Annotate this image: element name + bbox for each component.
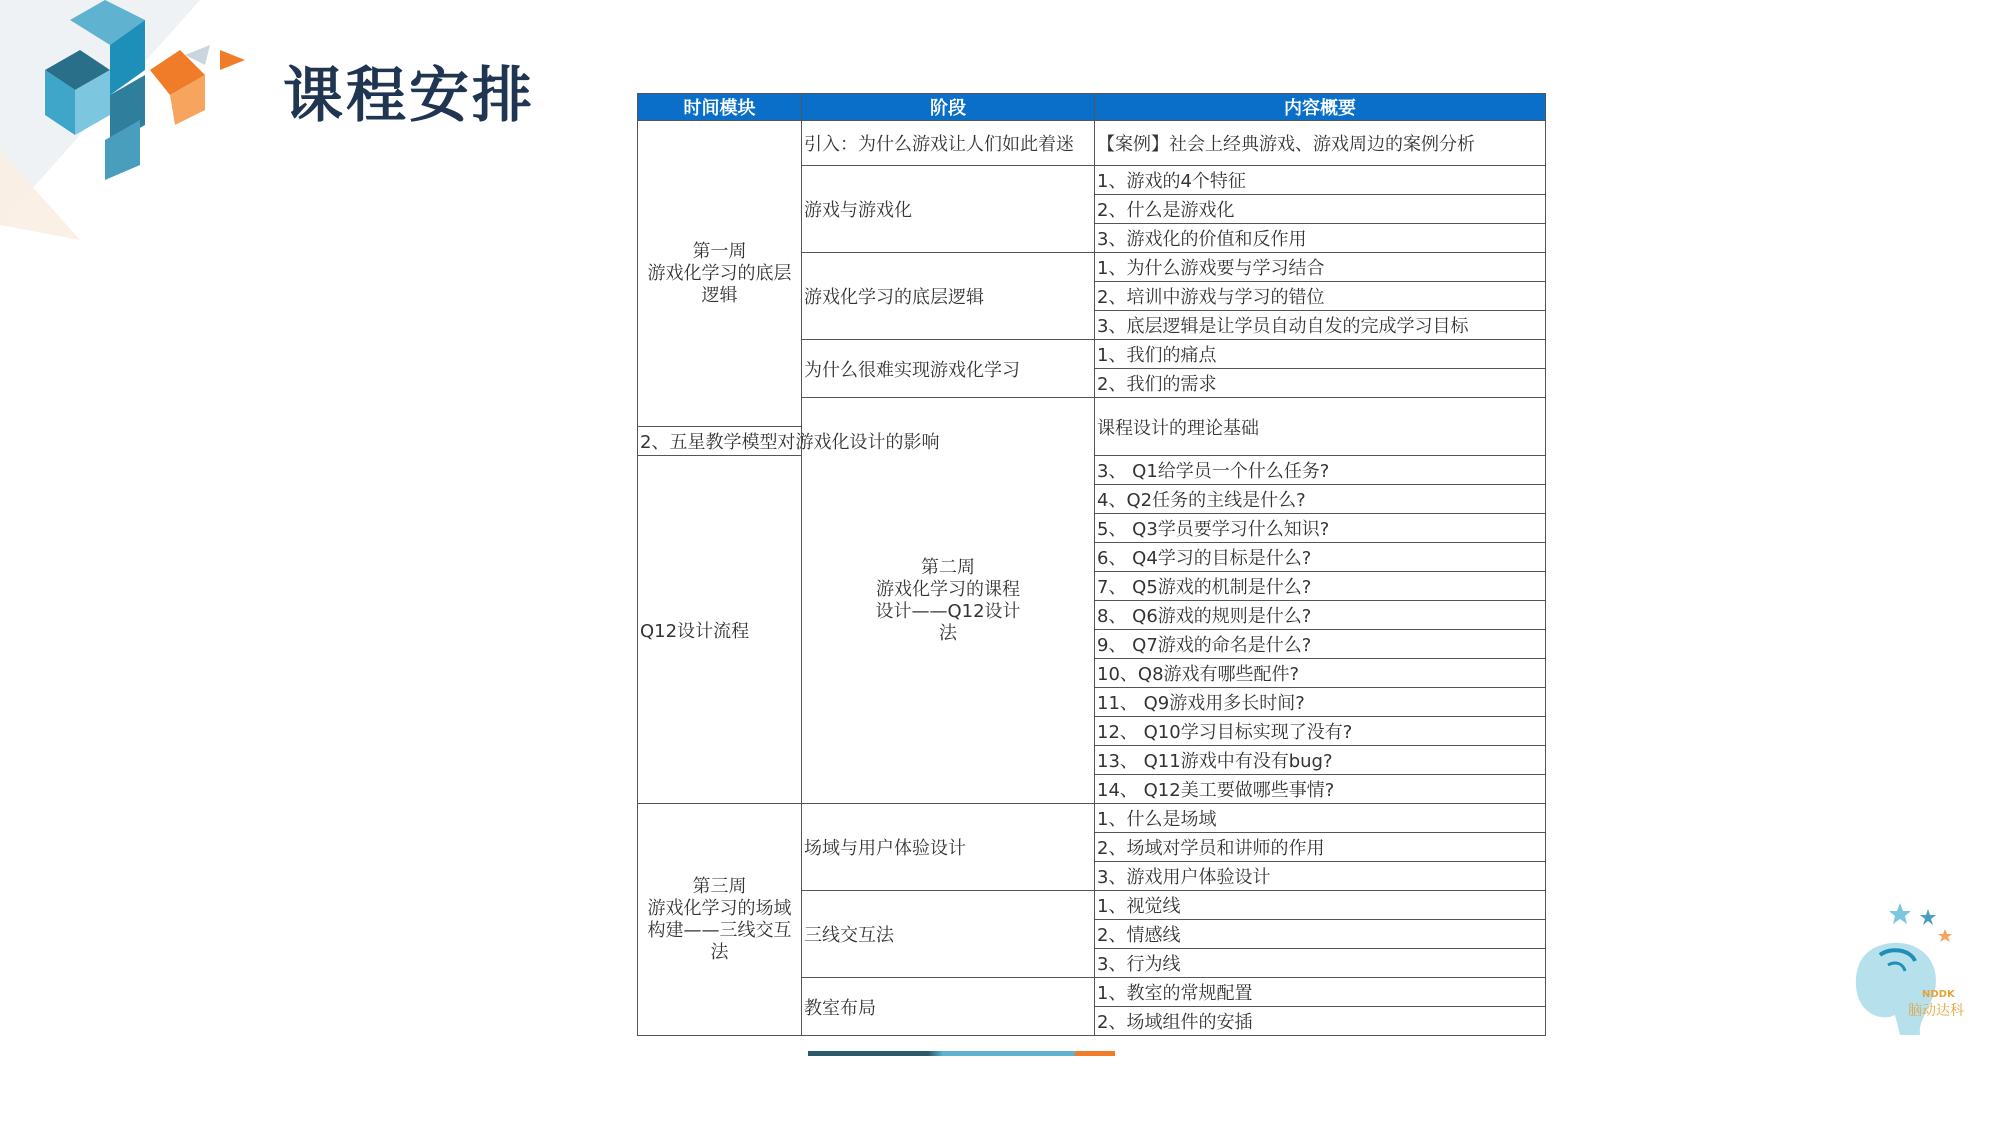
- content-cell: 2、培训中游戏与学习的错位: [1095, 282, 1546, 311]
- content-cell: 3、行为线: [1095, 949, 1546, 978]
- course-schedule-table: [637, 93, 1546, 1036]
- content-cell: 3、游戏用户体验设计: [1095, 862, 1546, 891]
- content-cell: 3、 Q1给学员一个什么任务?: [1095, 456, 1546, 485]
- stage-cell: 课程设计的理论基础: [1095, 398, 1546, 456]
- content-cell: 10、Q8游戏有哪些配件?: [1095, 659, 1546, 688]
- content-cell: 14、 Q12美工要做哪些事情?: [1095, 775, 1546, 804]
- stage-cell: 游戏与游戏化: [802, 166, 1095, 253]
- content-cell: 7、 Q5游戏的机制是什么?: [1095, 572, 1546, 601]
- content-cell: 1、教室的常规配置: [1095, 978, 1546, 1007]
- content-cell: 13、 Q11游戏中有没有bug?: [1095, 746, 1546, 775]
- content-cell: 3、游戏化的价值和反作用: [1095, 224, 1546, 253]
- content-cell: 12、 Q10学习目标实现了没有?: [1095, 717, 1546, 746]
- content-cell: 【案例】社会上经典游戏、游戏周边的案例分析: [1095, 121, 1546, 166]
- table-header-row: [638, 94, 1546, 121]
- table-row: [638, 804, 1546, 833]
- content-cell: 4、Q2任务的主线是什么?: [1095, 485, 1546, 514]
- content-cell: 9、 Q7游戏的命名是什么?: [1095, 630, 1546, 659]
- logo-text-cn: 脑动达科: [1908, 1003, 1964, 1019]
- header-time-module: 时间模块: [638, 94, 802, 121]
- content-cell: 1、视觉线: [1095, 891, 1546, 920]
- content-cell: 2、情感线: [1095, 920, 1546, 949]
- stage-cell: 三线交互法: [802, 891, 1095, 978]
- stage-cell: 引入：为什么游戏让人们如此着迷: [802, 121, 1095, 166]
- content-cell: 2、场域对学员和讲师的作用: [1095, 833, 1546, 862]
- decorative-underline-accent: [1075, 1051, 1115, 1056]
- content-cell: 6、 Q4学习的目标是什么?: [1095, 543, 1546, 572]
- table-row: [638, 121, 1546, 166]
- content-cell: 11、 Q9游戏用多长时间?: [1095, 688, 1546, 717]
- week-1-label: 第一周 游戏化学习的底层 逻辑: [638, 121, 802, 427]
- week-2-label: 第二周 游戏化学习的课程 设计——Q12设计 法: [802, 398, 1095, 804]
- stage-cell: Q12设计流程: [638, 456, 802, 804]
- content-cell: 5、 Q3学员要学习什么知识?: [1095, 514, 1546, 543]
- content-cell: 1、什么是场域: [1095, 804, 1546, 833]
- stage-cell: 场域与用户体验设计: [802, 804, 1095, 891]
- content-cell: 2、场域组件的安插: [1095, 1007, 1546, 1036]
- nddk-logo: [1840, 895, 1964, 1045]
- content-cell: 1、为什么游戏要与学习结合: [1095, 253, 1546, 282]
- header-content-summary: 内容概要: [1095, 94, 1546, 121]
- logo-text-en: NDDK: [1922, 989, 1955, 1000]
- content-cell: 2、我们的需求: [1095, 369, 1546, 398]
- decorative-underline: [808, 1051, 1108, 1056]
- content-cell: 1、我们的痛点: [1095, 340, 1546, 369]
- stage-cell: 游戏化学习的底层逻辑: [802, 253, 1095, 340]
- corner-decoration: [0, 0, 280, 240]
- content-cell: 2、什么是游戏化: [1095, 195, 1546, 224]
- header-stage: 阶段: [802, 94, 1095, 121]
- week-3-label: 第三周 游戏化学习的场域 构建——三线交互 法: [638, 804, 802, 1036]
- stage-cell: 教室布局: [802, 978, 1095, 1036]
- content-cell: 1、游戏的4个特征: [1095, 166, 1546, 195]
- content-cell: 3、底层逻辑是让学员自动自发的完成学习目标: [1095, 311, 1546, 340]
- stage-cell: 为什么很难实现游戏化学习: [802, 340, 1095, 398]
- content-cell: 2、五星教学模型对游戏化设计的影响: [638, 427, 802, 456]
- page-title: 课程安排: [283, 61, 535, 131]
- content-cell: 8、 Q6游戏的规则是什么?: [1095, 601, 1546, 630]
